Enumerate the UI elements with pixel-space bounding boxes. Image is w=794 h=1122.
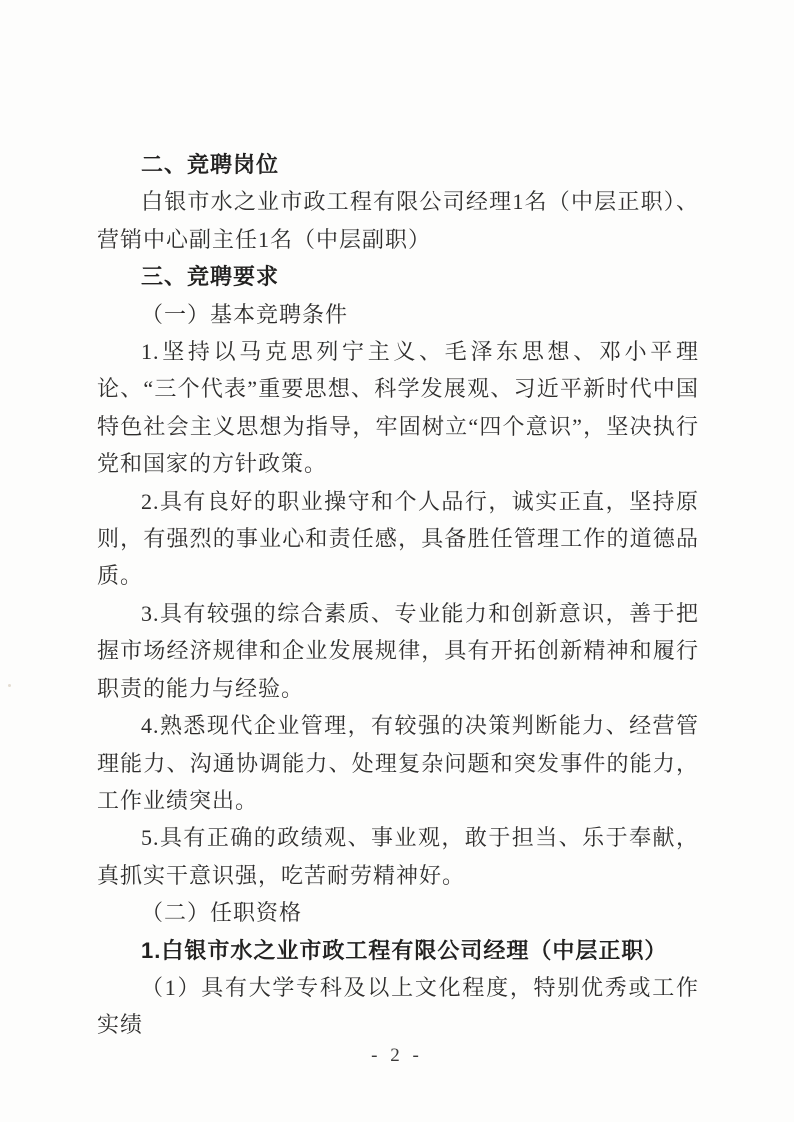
paragraph: 白银市水之业市政工程有限公司经理1名（中层正职）、营销中心副主任1名（中层副职） <box>97 189 699 252</box>
page-number: - 2 - <box>371 1045 423 1066</box>
paragraph: （1）具有大学专科及以上文化程度，特别优秀或工作实绩 <box>97 974 699 1038</box>
paragraph: 5.具有正确的政绩观、事业观，敢于担当、乐于奉献，真抓实干意识强，吃苦耐劳精神好。 <box>97 825 699 888</box>
paragraph: 3.具有较强的综合素质、专业能力和创新意识，善于把握市场经济规律和企业发展规律，具有开拓创新精神和履行职责的能力与经验。 <box>97 600 699 701</box>
scan-speck <box>8 684 11 687</box>
section-heading: 1.白银市水之业市政工程有限公司经理（中层正职） <box>141 937 668 963</box>
section-heading: 二、竞聘岗位 <box>141 152 280 177</box>
paragraph: 1.坚持以马克思列宁主义、毛泽东思想、邓小平理论、“三个代表”重要思想、科学发展观、习近平新时代中国特色社会主义思想为指导，牢固树立“四个意识”，坚决执行党和国家的方针政策。 <box>97 339 699 477</box>
section-heading: （二）任职资格 <box>141 900 303 926</box>
document-body <box>97 146 699 1044</box>
section-heading: 三、竞聘要求 <box>141 264 280 290</box>
section-heading: （一）基本竞聘条件 <box>141 301 349 327</box>
paragraph: 4.熟悉现代企业管理，有较强的决策判断能力、经营管理能力、沟通协调能力、处理复杂问题和突发事件的能力，工作业绩突出。 <box>97 713 699 813</box>
paragraph: 2.具有良好的职业操守和个人品行，诚实正直，坚持原则，有强烈的事业心和责任感，具备胜任管理工作的道德品质。 <box>97 488 699 589</box>
